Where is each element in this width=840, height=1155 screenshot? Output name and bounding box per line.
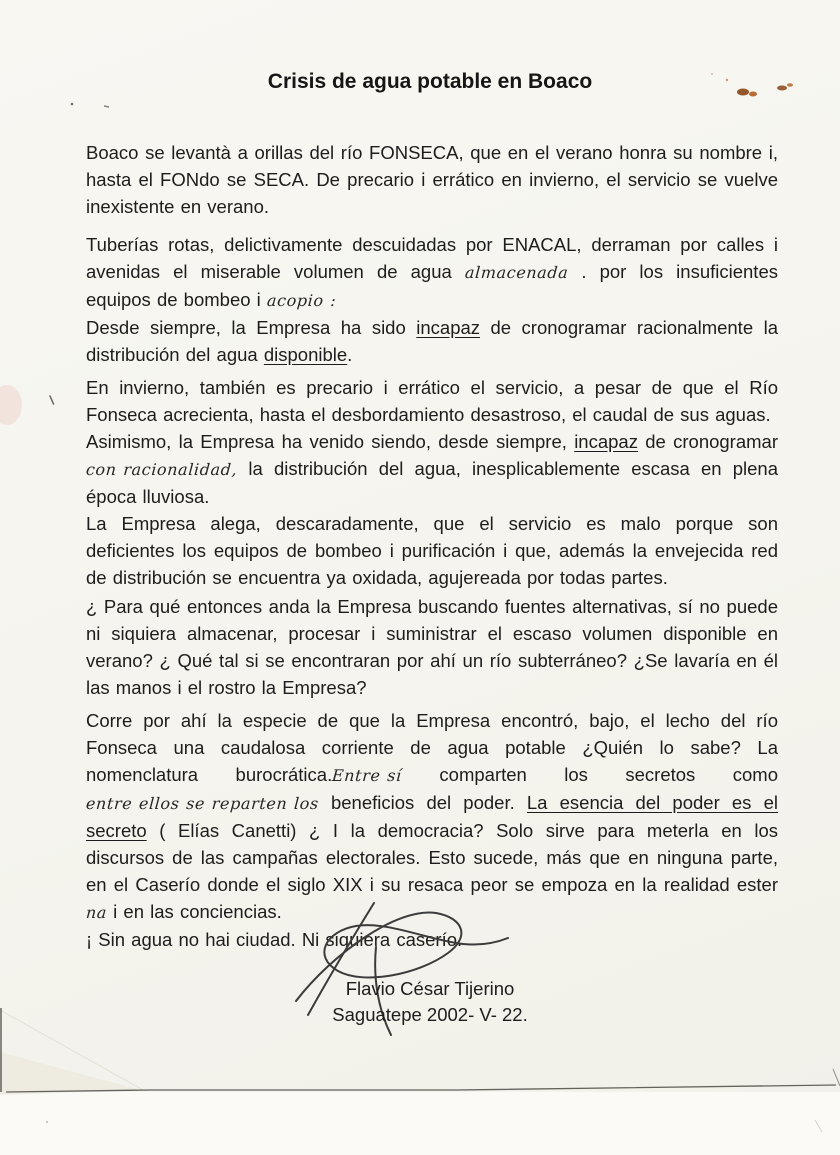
text-segment: Asimismo, la Empresa ha venido siendo, desde siempre, <box>86 431 575 452</box>
handwritten-annotation-entre-ellos: entre ellos se reparten los <box>85 794 320 813</box>
text-segment: ( Elías Canetti) ¿ I la democracia? Solo sirve para meterla en los discursos de las campañas electorales. Esto sucede, más que en ninguna parte, en el Caserío donde el siglo XIX i su resaca peor se empoza en la realidad ester <box>86 820 778 895</box>
underlined-text-canetti-quote: La esencia del poder es el secreto <box>86 792 778 841</box>
text-segment: Corre por ahí la especie de que la Empresa encontró, bajo, el lecho del río Fonseca una caudalosa corriente de agua potable ¿Quién lo sabe? La nomenclatura burocrática. <box>86 710 778 785</box>
handwritten-annotation-con-racionalidad: con racionalidad, <box>85 460 238 479</box>
text-segment: Boaco se levantà a orillas del río FONSECA, que en el verano honra su nombre i, hasta el FONdo se SECA. De precario i errático en invierno, el servicio se vuelve inexistente en verano. <box>86 142 778 217</box>
text-segment: beneficios del poder. <box>318 792 527 813</box>
text-segment: comparten los secretos como <box>401 764 779 785</box>
text-segment: Tuberías rotas, delictivamente descuidadas por ENACAL, derraman por calles i avenidas el miserable volumen de agua <box>86 234 778 282</box>
text-segment: La Empresa alega, descaradamente, que el servicio es malo porque son deficientes los equipos de bombeo i purificación i que, además la envejecida red de distribución se encuentra ya oxidada, agujereada por todas partes. <box>86 513 778 588</box>
paragraph-2 <box>86 231 778 368</box>
paragraph-4 <box>86 593 778 701</box>
text-segment: En invierno, también es precario i errático el servicio, a pesar de que el Río Fonseca acrecienta, hasta el desbordamiento desastroso, el caudal de sus aguas. <box>86 377 778 425</box>
text-segment: . por los insuficientes equipos de bombeo i <box>86 261 778 310</box>
underlined-text-disponible: disponible <box>263 344 348 365</box>
text-segment: i en las conciencias. <box>107 901 282 922</box>
text-segment: ¡ Sin agua no hai ciudad. Ni siquiera caserío. <box>86 929 463 950</box>
paragraph-3 <box>86 374 778 591</box>
handwritten-annotation-acopio: acopio : <box>266 291 337 310</box>
text-segment: de cronogramar racionalmente la distribución del agua <box>86 317 778 365</box>
signature-date: Saguatepe 2002- V- 22. <box>332 1004 528 1025</box>
text-segment: de cronogramar <box>637 431 778 452</box>
handwritten-annotation-almacenada: almacenada <box>464 263 569 282</box>
paragraph-1 <box>86 139 778 220</box>
text-segment: la distribución del agua, inesplicablemente escasa en plena época lluviosa. <box>86 458 778 507</box>
text-segment: Desde siempre, la Empresa ha sido <box>86 317 417 338</box>
handwritten-annotation-na: na <box>85 903 108 922</box>
document-title: Crisis de agua potable en Boaco <box>267 70 593 93</box>
text-segment: ¿ Para qué entonces anda la Empresa buscando fuentes alternativas, sí no puede ni siquiera almacenar, procesar i suministrar el escaso volumen disponible en verano? ¿ Qué tal si se encontraran por ahí un río subterráneo? ¿Se lavaría en él las manos i el rostro la Empresa? <box>86 596 778 698</box>
text-segment: . <box>347 344 353 365</box>
underlined-text-incapaz-2: incapaz <box>574 431 638 452</box>
handwritten-annotation-entre-si: Entre sí <box>331 766 403 785</box>
signature-name: Flavio César Tijerino <box>345 978 515 999</box>
underlined-text-incapaz: incapaz <box>416 317 481 338</box>
paragraph-5 <box>86 707 778 953</box>
